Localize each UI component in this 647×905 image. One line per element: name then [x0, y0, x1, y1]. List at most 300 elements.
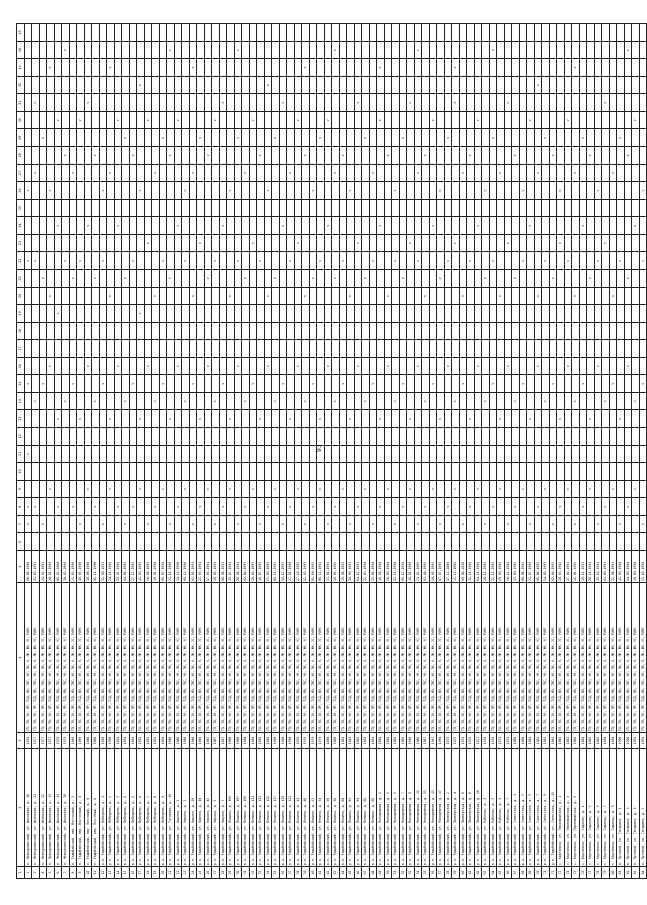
year-cell: 1979 [317, 733, 325, 749]
work-types-cell: ТП, ТО, ЗО, ПР, ТСД, ВО, ГВС, УО, ПХ, К, ЛК, ФК, ЭС, РАМС [527, 583, 535, 733]
mark-cell [332, 234, 340, 252]
row-number: 52 [399, 867, 407, 879]
mark-cell [212, 428, 220, 446]
mark-cell [257, 59, 265, 77]
mark-cell [489, 392, 497, 410]
mark-cell [129, 410, 137, 428]
mark-cell [482, 322, 490, 340]
mark-cell: v [204, 270, 212, 288]
mark-cell [107, 199, 115, 217]
mark-cell [242, 357, 250, 375]
date-cell: 02.04.1993 [242, 551, 250, 583]
mark-cell: v [249, 480, 257, 498]
mark-cell [114, 164, 122, 182]
mark-cell [407, 445, 415, 463]
mark-cell: v [174, 498, 182, 516]
mark-cell [197, 59, 205, 77]
mark-cell [422, 94, 430, 112]
mark-cell [39, 59, 47, 77]
mark-cell: v [62, 252, 70, 270]
mark-cell [309, 217, 317, 235]
mark-cell [339, 182, 347, 200]
mark-cell [362, 76, 370, 94]
mark-cell [257, 217, 265, 235]
mark-cell [609, 463, 617, 481]
work-types-cell: ТП, ТО, ЗО, ПР, ТСД, ВО, ГВС, УО, ПХ, К, ЛК, ФК, ЭС, РАМС [332, 583, 340, 733]
mark-cell [317, 463, 325, 481]
mark-cell [272, 340, 280, 358]
mark-cell [309, 199, 317, 217]
year-cell: 1977 [47, 733, 55, 749]
mark-cell [512, 111, 520, 129]
mark-cell [519, 515, 527, 533]
address-cell: р.п. Тадыбейский, ул. Молодежная, д. 13 [422, 749, 430, 867]
mark-cell [474, 305, 482, 323]
mark-cell [437, 199, 445, 217]
mark-cell: v [399, 270, 407, 288]
mark-cell [324, 94, 332, 112]
table-row [279, 24, 287, 879]
mark-cell [579, 182, 587, 200]
mark-cell [512, 480, 520, 498]
mark-cell [354, 217, 362, 235]
mark-cell [92, 322, 100, 340]
mark-cell [437, 234, 445, 252]
mark-cell [549, 164, 557, 182]
mark-cell [549, 199, 557, 217]
address-cell: р.п. Тадыбейский, ул. Лебедева, д. 5 [129, 749, 137, 867]
mark-cell [114, 24, 122, 42]
mark-cell [122, 59, 130, 77]
mark-cell [639, 129, 647, 147]
work-types-cell: ТП, ТО, ЗО, ПР, ТСД, ВО, ГВС, УО, ПХ, К, ЛК, ФК, ЭС, РАМС [54, 583, 62, 733]
mark-cell [587, 252, 595, 270]
date-cell: 10.05.1990 [77, 551, 85, 583]
mark-cell [204, 410, 212, 428]
mark-cell [159, 340, 167, 358]
mark-cell [287, 340, 295, 358]
mark-cell [159, 217, 167, 235]
mark-cell [504, 392, 512, 410]
mark-cell [369, 234, 377, 252]
mark-cell [579, 59, 587, 77]
mark-cell [489, 147, 497, 165]
mark-cell [32, 147, 40, 165]
mark-cell [564, 41, 572, 59]
mark-cell [339, 270, 347, 288]
mark-cell: v [77, 111, 85, 129]
mark-cell [302, 322, 310, 340]
mark-cell [639, 287, 647, 305]
mark-cell [324, 41, 332, 59]
mark-cell [407, 515, 415, 533]
mark-cell [587, 129, 595, 147]
mark-cell [527, 445, 535, 463]
mark-cell [429, 147, 437, 165]
mark-cell [47, 410, 55, 428]
mark-cell [497, 129, 505, 147]
mark-cell [624, 217, 632, 235]
mark-cell [242, 94, 250, 112]
mark-cell [257, 270, 265, 288]
column-header-2: 2 [17, 749, 25, 867]
mark-cell [294, 199, 302, 217]
mark-cell [639, 164, 647, 182]
mark-cell [129, 76, 137, 94]
mark-cell: v [572, 515, 580, 533]
mark-cell [489, 463, 497, 481]
mark-cell [144, 480, 152, 498]
mark-cell [294, 428, 302, 446]
mark-cell [504, 59, 512, 77]
mark-cell [639, 76, 647, 94]
address-cell: р.п. Тадыбейский, ул. Рабочая, д. 1 [482, 749, 490, 867]
mark-cell [69, 340, 77, 358]
mark-cell [422, 533, 430, 551]
mark-cell [302, 498, 310, 516]
mark-cell [122, 217, 130, 235]
table-row [77, 24, 85, 879]
mark-cell: v [182, 480, 190, 498]
mark-cell: v [272, 270, 280, 288]
mark-cell [579, 164, 587, 182]
year-cell: 1991 [114, 733, 122, 749]
mark-cell [249, 357, 257, 375]
mark-cell [362, 94, 370, 112]
mark-cell [549, 41, 557, 59]
work-types-cell: ТП, ТО, ЗО, ПР, ТСД, ВО, ГВС, УО, ПХ, К, ЛК, ФК, ЭС, РАМС [632, 583, 640, 733]
mark-cell: v [474, 480, 482, 498]
mark-cell [279, 199, 287, 217]
date-cell: 13.02.1993 [324, 551, 332, 583]
mark-cell: v [579, 498, 587, 516]
mark-cell [302, 182, 310, 200]
work-types-cell: ТП, ТО, ЗО, ПР, ТСД, ВО, ГВС, УО, ПХ, К, ЛК, ФК, ЭС, РАМС [317, 583, 325, 733]
mark-cell [302, 199, 310, 217]
mark-cell [542, 287, 550, 305]
mark-cell [534, 533, 542, 551]
mark-cell [632, 41, 640, 59]
mark-cell [437, 480, 445, 498]
mark-cell [122, 164, 130, 182]
date-cell: 03.04.1995 [422, 551, 430, 583]
work-types-cell: ТП, ТО, ЗО, ПР, ТСД, ВО, ГВС, УО, ПХ, К, ЛК, ФК, ЭС, РАМС [69, 583, 77, 733]
mark-cell [504, 445, 512, 463]
mark-cell [204, 322, 212, 340]
mark-cell [152, 270, 160, 288]
mark-cell [527, 287, 535, 305]
mark-cell [429, 392, 437, 410]
mark-cell: v [617, 410, 625, 428]
mark-cell: v [264, 182, 272, 200]
mark-cell [189, 410, 197, 428]
mark-cell [579, 322, 587, 340]
mark-cell: v [122, 392, 130, 410]
mark-cell [467, 41, 475, 59]
mark-cell [414, 480, 422, 498]
mark-cell [77, 428, 85, 446]
mark-cell [159, 147, 167, 165]
mark-cell [39, 164, 47, 182]
mark-cell [197, 322, 205, 340]
date-cell: 27.12.1992 [129, 551, 137, 583]
address-cell: р.п. Тадыбейский, ул. Молодежная, д. 9 [407, 749, 415, 867]
row-number: 70 [534, 867, 542, 879]
mark-cell: v [272, 480, 280, 498]
address-cell: р.п. Тадыбейский, ул. Молодежная, д. 7 [399, 749, 407, 867]
mark-cell [617, 445, 625, 463]
mark-cell [339, 410, 347, 428]
mark-cell [377, 94, 385, 112]
mark-cell [257, 129, 265, 147]
mark-cell [519, 428, 527, 446]
mark-cell [602, 322, 610, 340]
year-cell: 1987 [422, 733, 430, 749]
mark-cell: v [212, 111, 220, 129]
mark-cell: v [347, 410, 355, 428]
mark-cell [392, 410, 400, 428]
mark-cell [557, 270, 565, 288]
mark-cell [137, 129, 145, 147]
mark-cell [69, 480, 77, 498]
mark-cell [422, 234, 430, 252]
mark-cell [272, 76, 280, 94]
mark-cell [62, 410, 70, 428]
mark-cell [557, 428, 565, 446]
mark-cell [617, 428, 625, 446]
row-number: 60 [459, 867, 467, 879]
mark-cell [24, 111, 32, 129]
mark-cell [107, 463, 115, 481]
column-header-22: 22 [17, 252, 25, 270]
mark-cell [114, 428, 122, 446]
column-number-row [17, 24, 25, 879]
mark-cell [92, 305, 100, 323]
mark-cell [632, 234, 640, 252]
mark-cell [54, 463, 62, 481]
mark-cell [639, 392, 647, 410]
mark-cell [92, 340, 100, 358]
mark-cell [144, 252, 152, 270]
mark-cell [452, 428, 460, 446]
table-row [309, 24, 317, 879]
mark-cell [354, 129, 362, 147]
mark-cell [39, 445, 47, 463]
mark-cell [152, 515, 160, 533]
mark-cell [24, 305, 32, 323]
mark-cell [354, 305, 362, 323]
mark-cell [309, 410, 317, 428]
date-cell: 30.08.1993 [144, 551, 152, 583]
mark-cell [54, 480, 62, 498]
mark-cell [452, 410, 460, 428]
row-number: 13 [107, 867, 115, 879]
year-cell: 1981 [527, 733, 535, 749]
row-number: 59 [452, 867, 460, 879]
mark-cell [332, 111, 340, 129]
mark-cell [459, 94, 467, 112]
mark-cell [504, 463, 512, 481]
mark-cell [444, 480, 452, 498]
mark-cell: v [137, 182, 145, 200]
mark-cell [639, 445, 647, 463]
table-row [152, 24, 160, 879]
mark-cell [407, 322, 415, 340]
date-cell: 10.08.1994 [377, 551, 385, 583]
mark-cell [459, 410, 467, 428]
mark-cell [62, 322, 70, 340]
mark-cell [444, 270, 452, 288]
mark-cell [339, 59, 347, 77]
year-cell: 1987 [212, 733, 220, 749]
mark-cell [377, 375, 385, 393]
mark-cell: v [407, 234, 415, 252]
mark-cell [144, 322, 152, 340]
mark-cell [489, 357, 497, 375]
mark-cell [482, 129, 490, 147]
mark-cell [549, 234, 557, 252]
mark-cell [339, 515, 347, 533]
mark-cell [594, 463, 602, 481]
date-cell: 26.08.1991 [234, 551, 242, 583]
mark-cell [249, 199, 257, 217]
mark-cell [399, 41, 407, 59]
mark-cell [249, 76, 257, 94]
date-cell: 10.07.1993 [257, 551, 265, 583]
mark-cell: v [309, 375, 317, 393]
mark-cell [279, 182, 287, 200]
mark-cell [482, 463, 490, 481]
row-number: 65 [497, 867, 505, 879]
mark-cell [272, 147, 280, 165]
mark-cell [257, 375, 265, 393]
year-cell: 1987 [429, 733, 437, 749]
mark-cell [474, 498, 482, 516]
mark-cell [32, 287, 40, 305]
mark-cell [54, 59, 62, 77]
mark-cell [527, 357, 535, 375]
year-cell: 1981 [534, 733, 542, 749]
mark-cell [512, 76, 520, 94]
table-row [429, 24, 437, 879]
mark-cell [474, 234, 482, 252]
row-number: 45 [347, 867, 355, 879]
mark-cell [332, 287, 340, 305]
mark-cell [39, 94, 47, 112]
mark-cell [257, 287, 265, 305]
mark-cell [189, 182, 197, 200]
year-cell: 1985 [587, 733, 595, 749]
mark-cell [609, 428, 617, 446]
column-header-34: 34 [17, 41, 25, 59]
mark-cell [204, 305, 212, 323]
mark-cell: v [384, 357, 392, 375]
mark-cell: v [99, 252, 107, 270]
mark-cell [302, 375, 310, 393]
mark-cell: v [399, 375, 407, 393]
mark-cell [167, 199, 175, 217]
mark-cell [122, 533, 130, 551]
mark-cell [242, 217, 250, 235]
address-cell: р.п. Тадыбейский, ул. Ленина, д. 64 [354, 749, 362, 867]
work-types-cell: ТП, ТО, ЗО, ПР, ТСД, ВО, ГВС, УО, ПХ, К, ЛК, ФК, ЭС, РАМС [602, 583, 610, 733]
year-cell: 1985 [594, 733, 602, 749]
mark-cell [219, 357, 227, 375]
mark-cell [527, 392, 535, 410]
mark-cell [497, 305, 505, 323]
mark-cell: v [287, 410, 295, 428]
mark-cell [579, 234, 587, 252]
address-cell: р.п. Тадыбейский, ул. Пионерская, д. 8 [467, 749, 475, 867]
address-cell: р.п. Тадыбейский, ул. Молодежная, д. 17 [437, 749, 445, 867]
mark-cell [137, 164, 145, 182]
mark-cell [512, 94, 520, 112]
mark-cell [377, 129, 385, 147]
mark-cell [174, 340, 182, 358]
mark-cell [399, 480, 407, 498]
mark-cell [377, 199, 385, 217]
mark-cell [137, 59, 145, 77]
mark-cell [632, 498, 640, 516]
mark-cell [572, 76, 580, 94]
mark-cell [84, 428, 92, 446]
mark-cell [399, 164, 407, 182]
year-cell: 1989 [264, 733, 272, 749]
year-cell: 1983 [557, 733, 565, 749]
mark-cell [422, 59, 430, 77]
mark-cell: v [264, 76, 272, 94]
mark-cell [279, 305, 287, 323]
mark-cell [144, 76, 152, 94]
mark-cell: v [467, 252, 475, 270]
mark-cell: v [437, 515, 445, 533]
work-types-cell: ТП, ТО, ЗО, ПР, ТСД, ВО, ГВС, УО, ПХ, К, ЛК, ФК, ЭС, РАМС [264, 583, 272, 733]
mark-cell [84, 392, 92, 410]
mark-cell [294, 252, 302, 270]
mark-cell [512, 463, 520, 481]
mark-cell [137, 217, 145, 235]
year-cell: 1986 [197, 733, 205, 749]
mark-cell [609, 322, 617, 340]
mark-cell [392, 322, 400, 340]
mark-cell [204, 111, 212, 129]
mark-cell [257, 234, 265, 252]
mark-cell [624, 445, 632, 463]
mark-cell [609, 392, 617, 410]
mark-cell [444, 164, 452, 182]
mark-cell [69, 392, 77, 410]
mark-cell [444, 340, 452, 358]
mark-cell [219, 164, 227, 182]
mark-cell [542, 428, 550, 446]
mark-cell [579, 480, 587, 498]
mark-cell: v [347, 515, 355, 533]
mark-cell [212, 76, 220, 94]
table-row [54, 24, 62, 879]
mark-cell [129, 287, 137, 305]
mark-cell [497, 59, 505, 77]
mark-cell [549, 217, 557, 235]
mark-cell: v [227, 182, 235, 200]
mark-cell [632, 24, 640, 42]
mark-cell: v [362, 392, 370, 410]
mark-cell [549, 24, 557, 42]
mark-cell [362, 498, 370, 516]
mark-cell: v [399, 498, 407, 516]
mark-cell [617, 94, 625, 112]
mark-cell: v [624, 270, 632, 288]
mark-cell [617, 305, 625, 323]
